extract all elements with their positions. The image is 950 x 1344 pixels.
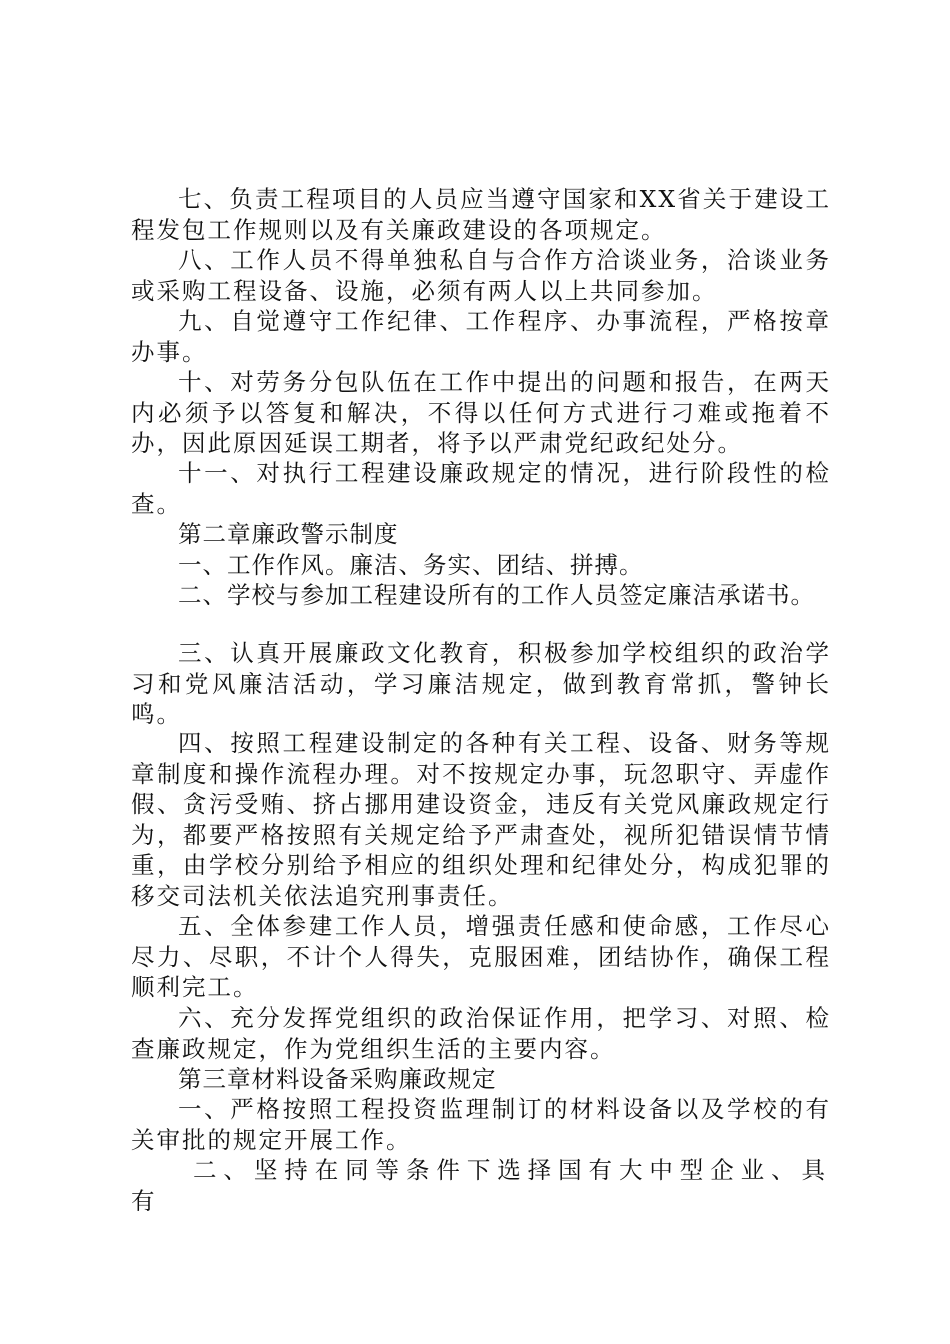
- chapter-3-item-1: 一、严格按照工程投资监理制订的材料设备以及学校的有关审批的规定开展工作。: [131, 1095, 831, 1154]
- chapter-2-heading: 第二章廉政警示制度: [178, 520, 399, 548]
- paragraph-8: 八、工作人员不得单独私自与合作方洽谈业务，洽谈业务或采购工程设备、设施，必须有两人以上共同参加。: [131, 246, 831, 305]
- paragraph-7: 七、负责工程项目的人员应当遵守国家和XX省关于建设工程发包工作规则以及有关廉政建设的各项规定。: [131, 185, 831, 244]
- paragraph-10: 十、对劳务分包队伍在工作中提出的问题和报告，在两天内必须予以答复和解决，不得以任何方式进行刁难或拖着不办，因此原因延误工期者，将予以严肃党纪政纪处分。: [131, 368, 831, 457]
- chapter-3-item-2: 二、坚持在同等条件下选择国有大中型企业、具有: [131, 1156, 831, 1215]
- chapter-2-item-4: 四、按照工程建设制定的各种有关工程、设备、财务等规章制度和操作流程办理。对不按规定办事，玩忽职守、弄虚作假、贪污受贿、挤占挪用建设资金，违反有关党风廉政规定行为，都要严格按照有关规定给予严肃查处，视所犯错误情节情重，由学校分别给予相应的组织处理和纪律处分，构成犯罪的移交司法机关依法追究刑事责任。: [131, 729, 831, 910]
- chapter-2-item-1: 一、工作作风。廉洁、务实、团结、拼搏。: [178, 551, 644, 579]
- chapter-2-item-6: 六、充分发挥党组织的政治保证作用，把学习、对照、检查廉政规定，作为党组织生活的主要内容。: [131, 1004, 831, 1063]
- chapter-2-item-2: 二、学校与参加工程建设所有的工作人员签定廉洁承诺书。: [178, 581, 815, 609]
- chapter-2-item-3: 三、认真开展廉政文化教育，积极参加学校组织的政治学习和党风廉洁活动，学习廉洁规定，做到教育常抓，警钟长鸣。: [131, 639, 831, 728]
- paragraph-9: 九、自觉遵守工作纪律、工作程序、办事流程，严格按章办事。: [131, 307, 831, 366]
- chapter-2-item-5: 五、全体参建工作人员，增强责任感和使命感，工作尽心尽力、尽职，不计个人得失，克服困难，团结协作，确保工程顺利完工。: [131, 912, 831, 1001]
- paragraph-11: 十一、对执行工程建设廉政规定的情况，进行阶段性的检查。: [131, 459, 831, 518]
- chapter-3-heading: 第三章材料设备采购廉政规定: [178, 1065, 497, 1093]
